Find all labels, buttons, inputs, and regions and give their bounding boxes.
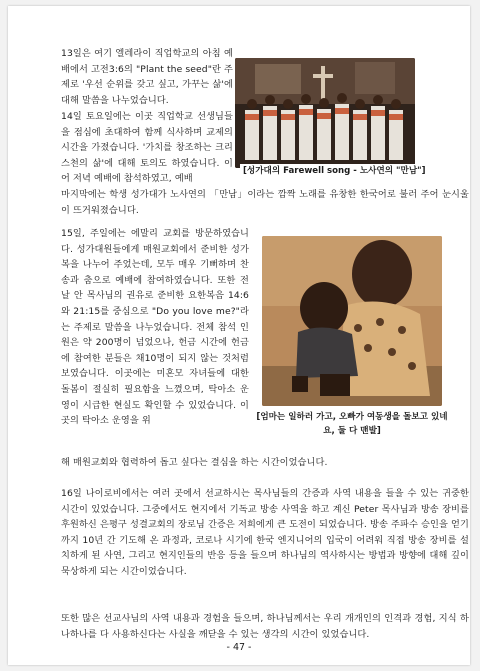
paragraph-day15-continued: 해 매원교회와 협력하여 돕고 싶다는 결심을 하는 시간이었습니다. — [61, 457, 328, 468]
choir-farewell-photo — [235, 58, 415, 168]
paragraph-day15: 15일, 주일에는 에말리 교회를 방문하였습니다. 성가대원들에게 매원교회에서 준비한 성가복을 나누어 주었는데, 모두 매우 기뻐하며 찬송과 춤으로 예배에 참여하였습니다. 또한 전날 안 목사님의 권유로 준비한 요한복음 14:6와 21:15를 중심으로 "Do you love me?"라는 주제로 말씀을 나누었습니다. 전체 참석 인원은 약 200명이 넘었으나, 헌금 시간에 헌금에 참여한 분들은 채10명이 되지 않는 것처럼 보였습니다. 이곳에는 미혼모 자녀들에 대한 돌봄이 절실히 필요함을 느꼈으며, 탁아소 운영이 시급한 현실도 확인할 수 있었습니다. 이곳의 탁아소 운영을 위 — [61, 228, 249, 427]
paragraph-day14: 14일 토요일에는 이곳 직업학교 선생님들을 점심에 초대하여 함께 식사하며 교제의 시간을 가졌습니다. '가치를 창조하는 크리스천의 삶'에 대해 토의도 하였습니다. 이어 저녁 예배에 참석하였고, 예배 — [61, 111, 233, 185]
children-photo — [262, 236, 442, 406]
paragraph-reflection: 또한 많은 선교사님의 사역 내용과 경험을 들으며, 하나님께서는 우리 개개인의 인격과 경험, 지식 하나하나를 다 사용하신다는 사실을 깨닫을 수 있는 생각의 시간이 있었습니다. — [61, 613, 469, 640]
paragraph-day16: 16일 나이로비에서는 여러 곳에서 선교하시는 목사님들의 간증과 사역 내용을 들을 수 있는 귀중한 시간이 있었습니다. 그중에서도 현지에서 기독교 방송 사역을 하고 계신 Peter 목사님과 방송 장비를 후원하신 은평구 성결교회의 장로님 간증은 저희에게 큰 도전이 되었습니다. 방송 주파수 승인을 얻기까지 10년 간 기도해 온 과정과, 코로나 시기에 한국 엔지니어의 입국이 어려워 직접 방송 장비를 설치하게 된 사연, 그리고 현지인들의 반응 등을 들으며 하나님의 역사하시는 방법과 방향에 대해 깊이 묵상하게 되는 시간이었습니다. — [61, 488, 469, 577]
choir-photo-caption: [성가대의 Farewell song - 노사연의 "만남"] — [240, 164, 430, 178]
children-photo-caption: [엄마는 일하러 가고, 오빠가 여동생을 돌보고 있네요, 둘 다 맨발] — [256, 412, 448, 436]
paragraph-day13: 13일은 여기 엘레라이 직업학교의 아침 예배에서 고전3:6의 "Plant the seed"란 주제로 '우선 순위를 갖고 싶고, 가꾸는 삶'에 대해 말씀을 나누었습니다. — [61, 48, 233, 106]
page-number: - 47 - — [226, 642, 252, 653]
document-page — [8, 6, 470, 665]
paragraph-day14-continued: 마지막에는 학생 성가대가 노사연의 「만남」이라는 깜짝 노래를 유창한 한국어로 불러 주어 눈시울이 뜨거워졌습니다. — [61, 189, 469, 216]
